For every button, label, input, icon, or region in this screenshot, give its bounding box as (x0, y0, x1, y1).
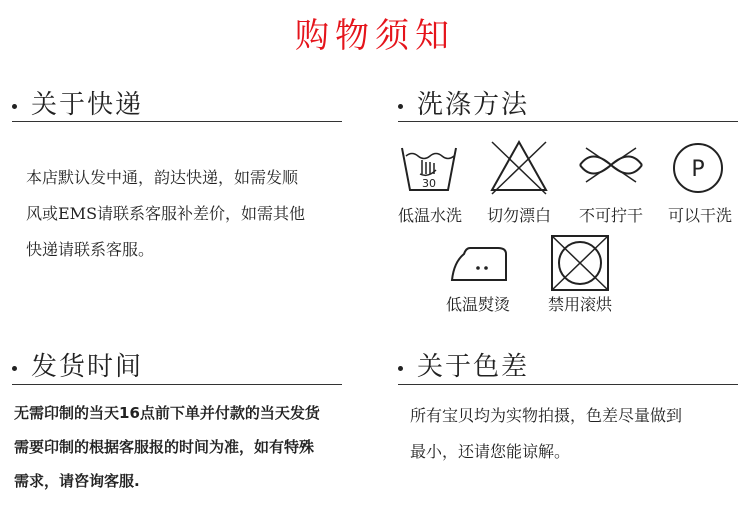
color-line: 所有宝贝均为实物拍摄，色差尽量做到 (410, 406, 683, 425)
delivery-line: 本店默认发中通，韵达快递，如需发顺 (26, 168, 299, 187)
dry-clean-label: 可以干洗 (667, 206, 732, 225)
color-line: 最小，还请您能谅解。 (410, 442, 571, 461)
wash-temp-label: 30 (422, 177, 436, 190)
no-wring-label: 不可拧干 (578, 206, 643, 225)
dry-clean-letter: P (691, 157, 705, 182)
no-bleach-icon (488, 138, 550, 196)
shipping-line: 需求，请咨询客服. (14, 472, 140, 490)
washing-divider (398, 121, 738, 122)
no-tumble-label: 禁用滚烘 (547, 295, 612, 314)
color-divider (398, 384, 738, 385)
bullet-dot (398, 366, 403, 371)
shipping-line: 无需印制的当天16点前下单并付款的当天发货 (14, 404, 320, 422)
wash-label: 低温水洗 (397, 206, 462, 225)
shipping-divider (12, 384, 342, 385)
bullet-dot (12, 366, 17, 371)
delivery-text (26, 160, 305, 268)
shipping-line: 需要印制的根据客服报的时间为准，如有特殊 (14, 438, 315, 456)
wash-30-icon (398, 140, 460, 196)
delivery-line: 风或EMS请联系客服补差价，如需其他 (26, 204, 306, 223)
iron-low-icon (446, 244, 512, 286)
bullet-dot (12, 104, 17, 109)
bullet-dot (398, 104, 403, 109)
page-title: 购物须知 (295, 16, 455, 56)
delivery-heading: 关于快递 (12, 84, 143, 121)
no-bleach-label: 切勿漂白 (486, 206, 551, 225)
iron-label: 低温熨烫 (445, 295, 510, 314)
washing-heading: 洗涤方法 (398, 84, 529, 121)
dry-clean-p-icon (670, 140, 726, 196)
shipping-text (14, 396, 320, 498)
color-heading: 关于色差 (398, 346, 529, 383)
delivery-divider (12, 121, 342, 122)
color-text (410, 398, 682, 470)
shipping-heading: 发货时间 (12, 346, 143, 383)
delivery-line: 快递请联系客服。 (26, 240, 155, 259)
no-tumble-dry-icon (548, 232, 612, 294)
no-wring-icon (576, 144, 646, 186)
